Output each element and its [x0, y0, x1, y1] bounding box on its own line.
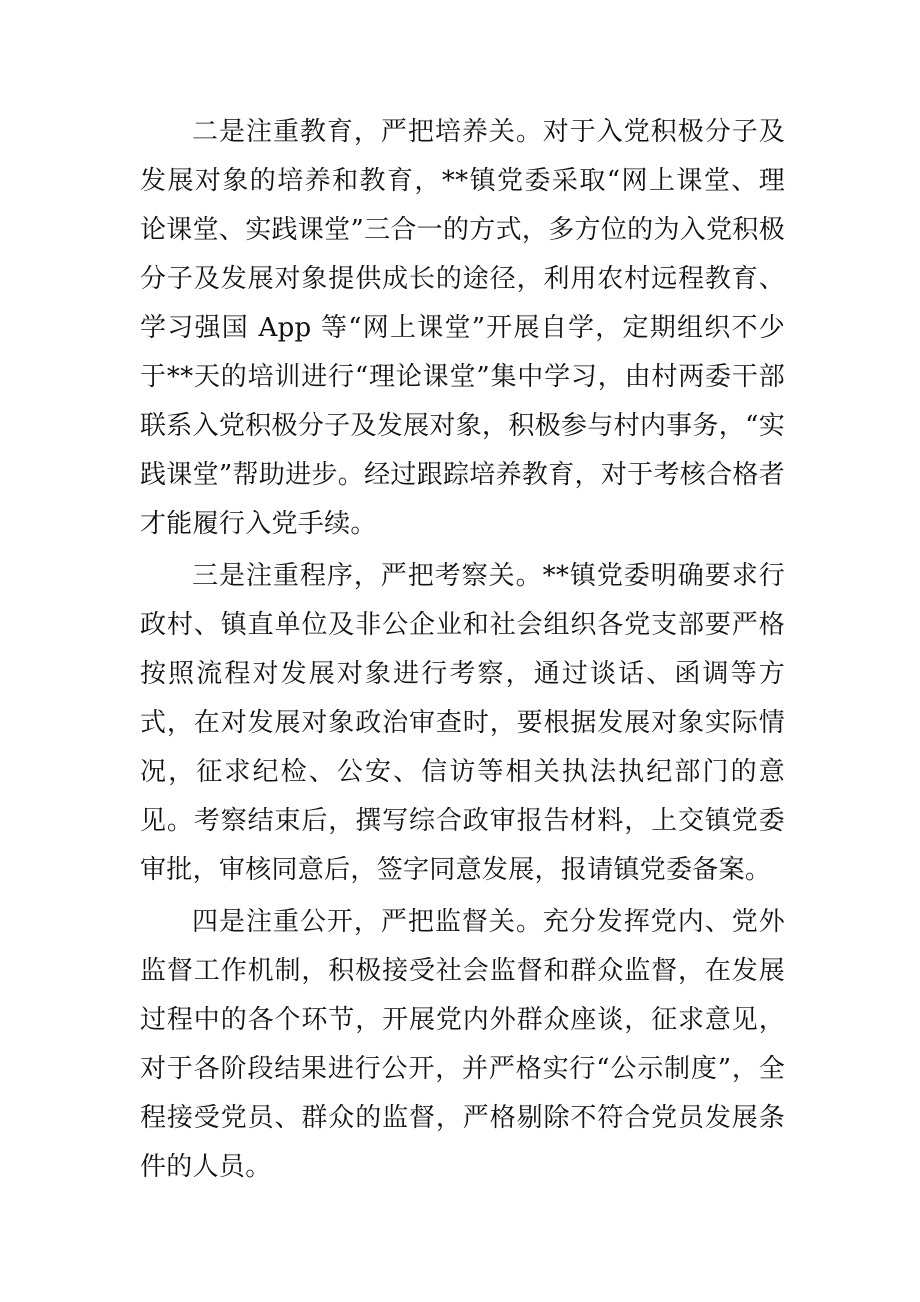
paragraph-procedure: 三是注重程序，严把考察关。**镇党委明确要求行政村、镇直单位及非公企业和社会组织各党支部要严格按照流程对发展对象进行考察，通过谈话、函调等方式，在对发展对象政治审查时，要根据发展对象实际情况，征求纪检、公安、信访等相关执法执纪部门的意见。考察结束后，撰写综合政审报告材料，上交镇党委审批，审核同意后，签字同意发展，报请镇党委备案。: [140, 561, 785, 885]
paragraph-supervision: 四是注重公开，严把监督关。充分发挥党内、党外监督工作机制，积极接受社会监督和群众监督，在发展过程中的各个环节，开展党内外群众座谈，征求意见，对于各阶段结果进行公开，并严格实行“公示制度”，全程接受党员、群众的监督，严格剔除不符合党员发展条件的人员。: [140, 907, 785, 1182]
document-body: [140, 108, 785, 1192]
paragraph-training: 二是注重教育，严把培养关。对于入党积极分子及发展对象的培养和教育，**镇党委采取“网上课堂、理论课堂、实践课堂”三合一的方式，多方位的为入党积极分子及发展对象提供成长的途径，利用农村远程教育、学习强国 App 等“网上课堂”开展自学，定期组织不少于**天的培训进行“理论课堂”集中学习，由村两委干部联系入党积极分子及发展对象，积极参与村内事务，“实践课堂”帮助进步。经过跟踪培养教育，对于考核合格者才能履行入党手续。: [140, 117, 785, 539]
